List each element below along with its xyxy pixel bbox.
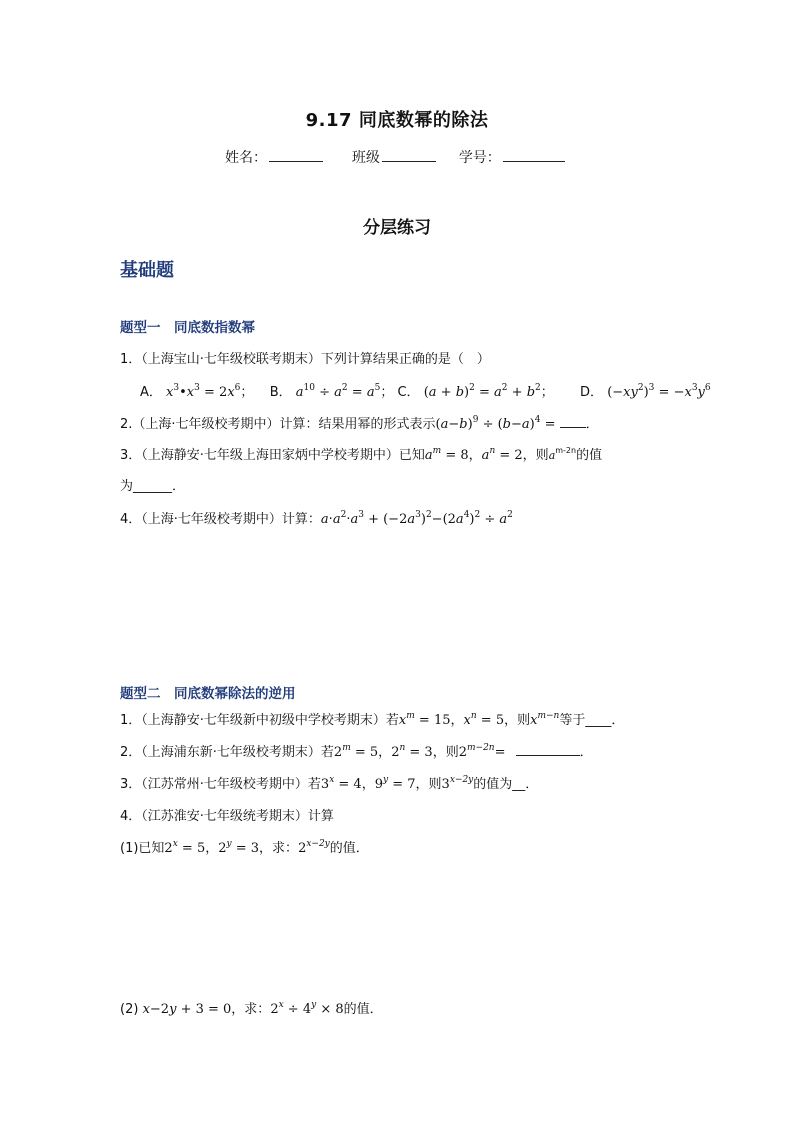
type1-question-2: 2.（上海·七年级校考期中）计算：结果用幂的形式表示$(a-b)^9 \div (b-a)^4$ = ． bbox=[120, 415, 599, 432]
type1-question-3-line2: 为______． bbox=[120, 479, 186, 494]
type1-q2-text: 2.（上海·七年级校考期中）计算：结果用幂的形式表示 bbox=[120, 417, 436, 432]
type1-q4-text: 4．（上海·七年级校考期中）计算： bbox=[120, 512, 321, 527]
option-a[interactable]: A． $x^3•x^3 = 2x^6$； bbox=[140, 383, 254, 400]
type1-question-3: 3．（上海静安·七年级上海田家炳中学校考期中）已知$a^m = 8$，$a^n = 2$，则$a^{m-2n}$的值 bbox=[120, 446, 603, 463]
type1-question-1 bbox=[120, 348, 490, 367]
type2-q2-then: ，则 bbox=[432, 745, 459, 760]
type2-sub1-text: (1)已知 bbox=[120, 841, 165, 856]
type2-question-3: 3．（江苏常州·七年级校考期中）若$3^x = 4$，$9^y = 7$，则$3^{x-2y}$的值为__． bbox=[120, 775, 539, 792]
type2-q1-sep: ， bbox=[450, 713, 464, 728]
type2-q2-sep: ， bbox=[378, 745, 392, 760]
type2-q1-tail: 等于____． bbox=[559, 713, 625, 728]
type2-q3-then: ，则 bbox=[415, 777, 442, 792]
type2-q1-then: ，则 bbox=[504, 713, 531, 728]
section-title-text: 分层练习 bbox=[363, 218, 431, 238]
type1-q3-then: ，则 bbox=[522, 448, 549, 463]
name-label: 姓名： bbox=[225, 150, 267, 166]
page-title bbox=[0, 106, 794, 132]
type1-heading: 题型一 同底数指数幂 bbox=[120, 320, 255, 336]
option-b-label: B． bbox=[269, 385, 292, 400]
option-d-label: D． bbox=[580, 385, 604, 400]
type2-q4-sub1: (1)已知$2^x = 5$，$2^y = 3$，求：$2^{x-2y}$的值． bbox=[120, 839, 369, 856]
class-blank[interactable] bbox=[382, 146, 436, 162]
type2-sub2-end: 的值． bbox=[343, 1002, 383, 1017]
id-label: 学号： bbox=[458, 150, 501, 166]
type2-q1-text: 1．（上海静安·七年级新中初级中学校考期末）若 bbox=[120, 713, 399, 728]
type2-question-2: 2．（上海浦东新·七年级校考期末）若$2^m = 5$，$2^n = 3$，则$2^{m-2n}=$ ． bbox=[120, 743, 593, 760]
type1-question-4: 4．（上海·七年级校考期中）计算：$a\cdot a^2\cdot a^3 + (-2a^3)^2-(2a^4)^2 \div a^2$ bbox=[120, 510, 513, 527]
type2-sub2-text: (2) bbox=[120, 1002, 139, 1017]
type2-q2-tail: ． bbox=[579, 745, 593, 760]
type2-q3-sep: ， bbox=[361, 777, 375, 792]
type2-q3-tail: 的值为__． bbox=[473, 777, 539, 792]
type1-q3-tail: 的值 bbox=[576, 448, 603, 463]
type2-q2-text: 2．（上海浦东新·七年级校考期末）若 bbox=[120, 745, 334, 760]
section-title bbox=[0, 213, 794, 238]
type2-heading: 题型二 同底数幂除法的逆用 bbox=[120, 686, 296, 702]
name-blank[interactable] bbox=[269, 146, 323, 162]
type2-q3-text: 3．（江苏常州·七年级校考期中）若 bbox=[120, 777, 321, 792]
type1-q3-sep1: ， bbox=[468, 448, 482, 463]
type2-q4-sub2: (2) x−2y + 3 = 0，求：$2^x \div 4^y \times 8$的值． bbox=[120, 1000, 383, 1017]
type1-q3-text: 3．（上海静安·七年级上海田家炳中学校考期中）已知 bbox=[120, 448, 425, 463]
page-title-text: 9.17 同底数幂的除法 bbox=[305, 110, 489, 131]
type2-sub2-ask: ，求： bbox=[231, 1002, 271, 1017]
type2-sub1-end: 的值． bbox=[329, 841, 369, 856]
type1-q1-options bbox=[140, 381, 711, 400]
option-c-label: C． bbox=[397, 385, 420, 400]
id-blank[interactable] bbox=[503, 146, 565, 162]
class-label: 班级 bbox=[351, 150, 380, 166]
type2-question-4: 4．（江苏淮安·七年级统考期末）计算 bbox=[120, 809, 334, 824]
type2-sub1-sep: ， bbox=[205, 841, 219, 856]
type1-q1-text: 1．（上海宝山·七年级校联考期末）下列计算结果正确的是（ ） bbox=[120, 352, 490, 367]
option-b[interactable]: B． $a^{10} \div a^2 = a^5$； bbox=[269, 383, 394, 400]
student-info-line bbox=[225, 146, 567, 167]
option-a-label: A． bbox=[140, 385, 162, 400]
level-title: 基础题 bbox=[120, 260, 174, 281]
option-c[interactable]: C． $(a + b)^2 = a^2 + b^2$； bbox=[397, 383, 554, 400]
type1-q2-blank[interactable] bbox=[560, 415, 586, 428]
type2-question-1: 1．（上海静安·七年级新中初级中学校考期末）若$x^m = 15$，$x^n = 5$，则$x^{m-n}$等于____． bbox=[120, 711, 625, 728]
option-d[interactable]: D． $(-xy^2)^3 = -x^3y^6$ bbox=[580, 383, 711, 400]
type2-sub1-ask: ，求： bbox=[259, 841, 299, 856]
type2-q2-blank[interactable] bbox=[516, 743, 580, 756]
